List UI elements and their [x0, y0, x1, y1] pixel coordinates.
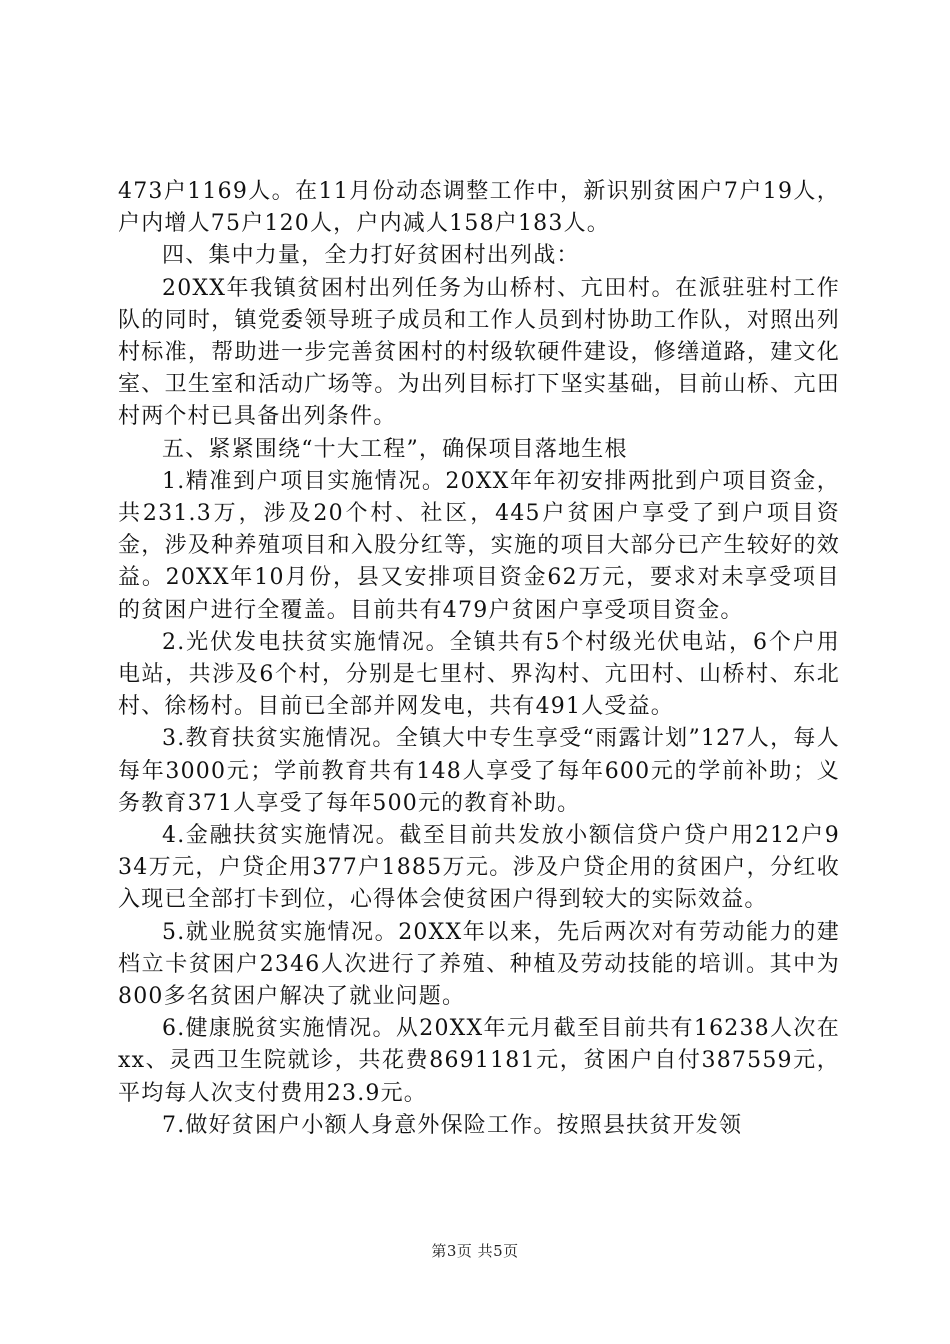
section-heading-five: 五、紧紧围绕“十大工程”，确保项目落地生根 — [162, 436, 628, 462]
paragraph-item-5: 5.就业脱贫实施情况。20XX年以来，先后两次对有劳动能力的建档立卡贫困户2346人次进行了养殖、种植及劳动技能的培训。其中为800多名贫困户解决了就业问题。 — [118, 919, 840, 1010]
paragraph-continuation: 473户1169人。在11月份动态调整工作中，新识别贫困户7户19人，户内增人75户120人，户内减人158户183人。 — [118, 179, 840, 237]
section-heading-four: 四、集中力量，全力打好贫困村出列战： — [162, 243, 580, 269]
paragraph-item-6: 6.健康脱贫实施情况。从20XX年元月截至目前共有16238人次在xx、灵西卫生院就诊，共花费8691181元，贫困户自付387559元，平均每人次支付费用23.9元。 — [118, 1016, 840, 1106]
paragraph-item-1: 1.精准到户项目实施情况。20XX年年初安排两批到户项目资金，共231.3万，涉及20个村、社区，445户贫困户享受了到户项目资金，涉及种养殖项目和入股分红等，实施的项目大部分已产生较好的效益。20XX年10月份，县又安排项目资金62万元，要求对未享受项目的贫困户进行全覆盖。目前共有479户贫困户享受项目资金。 — [118, 468, 840, 623]
paragraph-item-7: 7.做好贫困户小额人身意外保险工作。按照县扶贫开发领 — [162, 1112, 743, 1138]
paragraph-item-2: 2.光伏发电扶贫实施情况。全镇共有5个村级光伏电站，6个户用电站，共涉及6个村，分别是七里村、界沟村、亢田村、山桥村、东北村、徐杨村。目前已全部并网发电，共有491人受益。 — [118, 629, 840, 720]
paragraph-item-4: 4.金融扶贫实施情况。截至目前共发放小额信贷户贷户用212户934万元，户贷企用377户1885万元。涉及户贷企用的贫困户，分红收入现已全部打卡到位，心得体会使贫困户得到较大的实际效益。 — [118, 823, 840, 913]
page-footer: 第3页 共5页 — [431, 1242, 519, 1260]
paragraph-village-exit: 20XX年我镇贫困村出列任务为山桥村、亢田村。在派驻驻村工作队的同时，镇党委领导班子成员和工作人员到村协助工作队，对照出列村标准，帮助进一步完善贫困村的村级软硬件建设，修缮道路，建文化室、卫生室和活动广场等。为出列目标打下坚实基础，目前山桥、亢田村两个村已具备出列条件。 — [118, 275, 840, 430]
paragraph-item-3: 3.教育扶贫实施情况。全镇大中专生享受“雨露计划”127人，每人每年3000元；学前教育共有148人享受了每年600元的学前补助；义务教育371人享受了每年500元的教育补助。 — [118, 726, 840, 816]
document-body — [118, 176, 840, 1142]
